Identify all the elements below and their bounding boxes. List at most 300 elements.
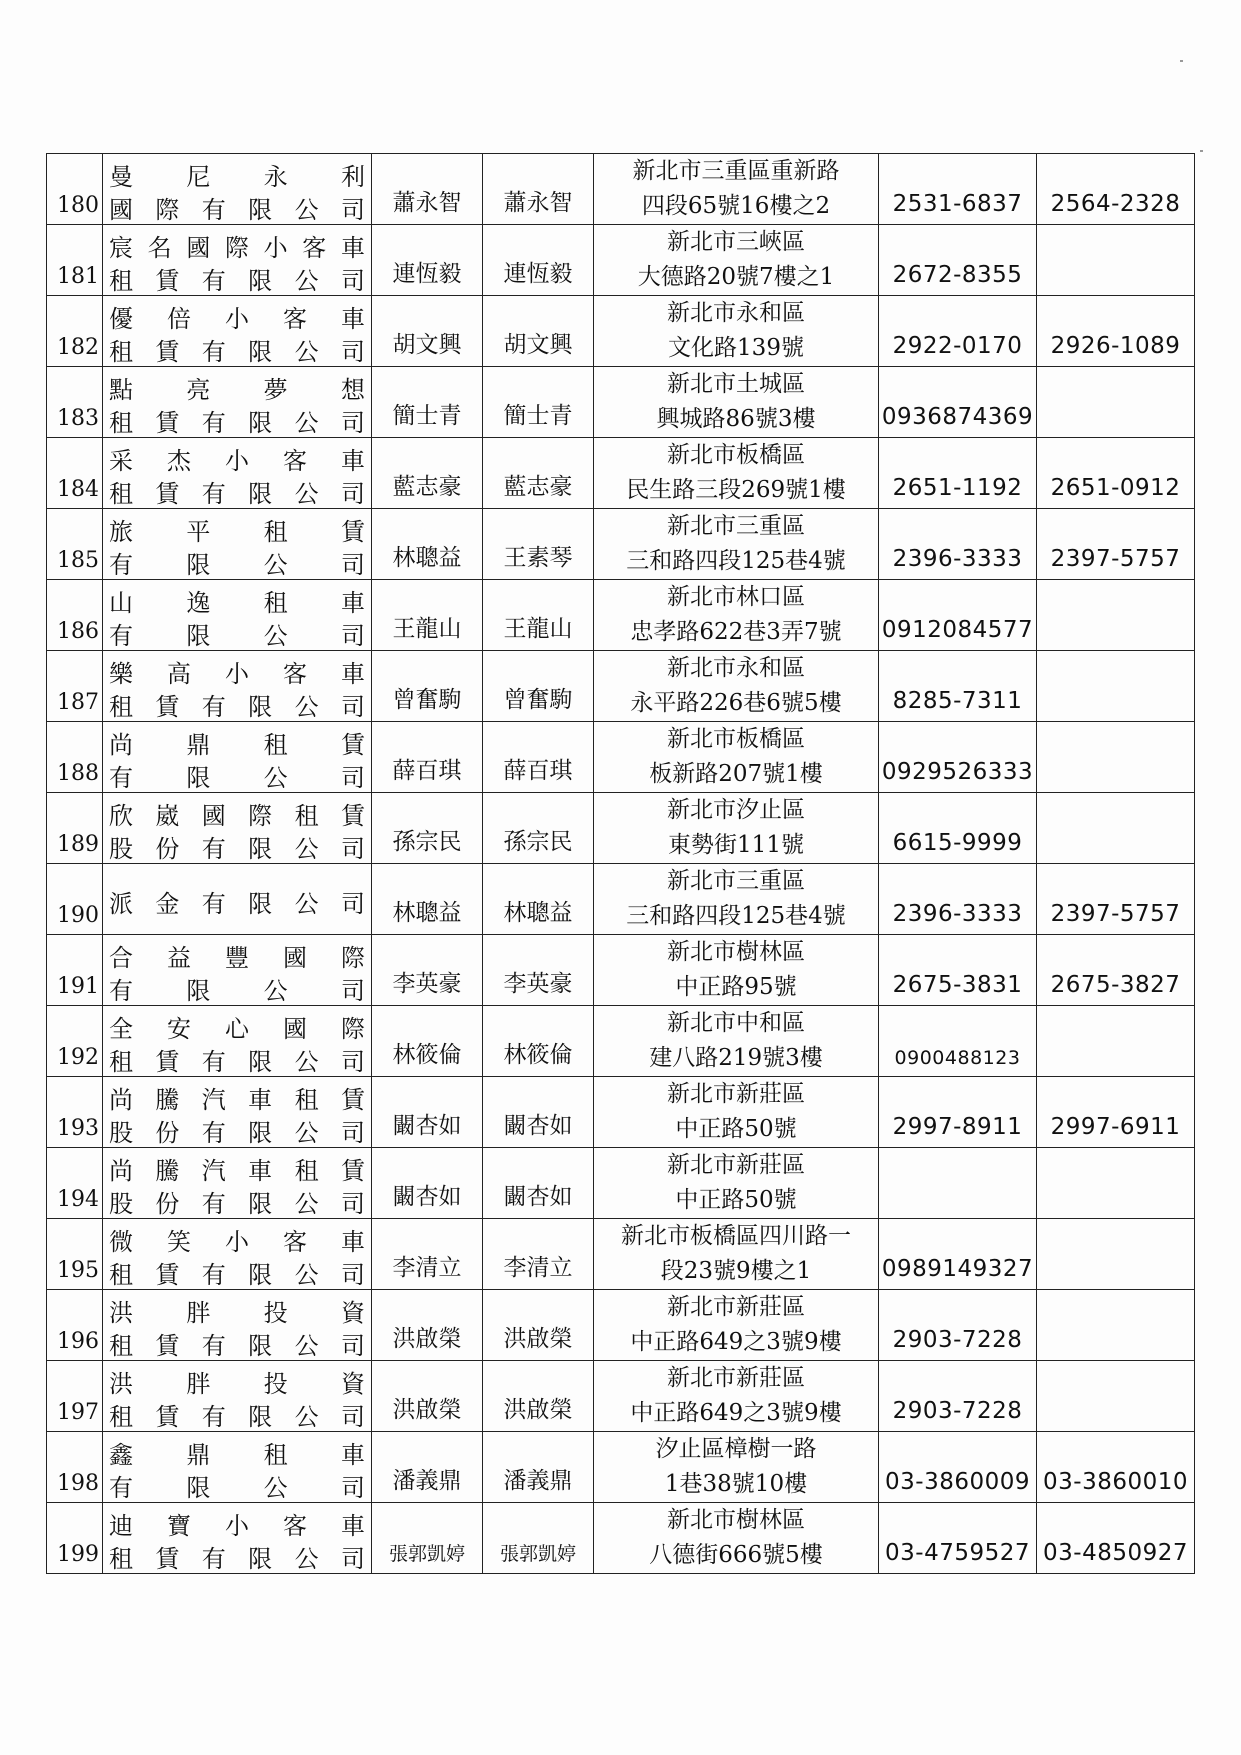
company-name-char: 租 (294, 802, 319, 830)
company-name-char: 有 (201, 835, 226, 863)
company-name-char: 旅 (109, 518, 133, 546)
scan-speck (1180, 60, 1183, 62)
company-name (103, 722, 372, 793)
company-name (103, 1006, 372, 1077)
company-name-char: 公 (294, 267, 319, 295)
company-name-char: 采 (109, 447, 133, 475)
company-name-char: 車 (341, 447, 365, 475)
table-row (47, 864, 1195, 935)
phone: 0989149327 (879, 1219, 1037, 1290)
company-name (103, 367, 372, 438)
company-name-char: 胖 (186, 1370, 211, 1398)
address-line: 民生路三段269號1樓 (626, 477, 846, 503)
company-name-char: 有 (109, 551, 133, 579)
row-number: 196 (47, 1290, 103, 1361)
row-number: 186 (47, 580, 103, 651)
company-name-line (109, 1327, 365, 1360)
representative: 林聰益 (372, 509, 483, 580)
address-line: 新北市三峽區 (667, 229, 805, 255)
table-row (47, 367, 1195, 438)
address-line: 新北市三重區 (667, 513, 805, 539)
company-name-char: 車 (340, 234, 365, 262)
company-name (103, 1290, 372, 1361)
company-name-char: 有 (109, 764, 133, 792)
phone: 2903-7228 (879, 1290, 1037, 1361)
manager: 李英豪 (483, 935, 594, 1006)
company-name-char: 逸 (186, 589, 211, 617)
company-name-char: 杰 (167, 447, 191, 475)
address-line: 新北市永和區 (667, 655, 805, 681)
company-name-line (109, 1152, 365, 1185)
company-name-char: 迪 (109, 1512, 133, 1540)
company-name-char: 公 (263, 551, 288, 579)
row-number: 192 (47, 1006, 103, 1077)
table-row (47, 793, 1195, 864)
company-name-char: 公 (294, 196, 319, 224)
manager: 孫宗民 (483, 793, 594, 864)
company-name-line (109, 546, 365, 579)
company-name-char: 司 (340, 409, 365, 437)
company-name-line (109, 371, 365, 404)
fax (1037, 1148, 1195, 1219)
row-number: 194 (47, 1148, 103, 1219)
phone: 2922-0170 (879, 296, 1037, 367)
address-line: 新北市新莊區 (667, 1152, 805, 1178)
company-name-line (109, 513, 365, 546)
representative: 連恆毅 (372, 225, 483, 296)
company-name-char: 司 (340, 1261, 365, 1289)
address-line: 中正路649之3號9樓 (630, 1329, 842, 1355)
company-name-line (109, 1114, 365, 1147)
company-name-char: 洪 (109, 1370, 133, 1398)
representative: 簡士青 (372, 367, 483, 438)
address (594, 1432, 879, 1503)
phone: 2675-3831 (879, 935, 1037, 1006)
company-name-char: 租 (109, 338, 133, 366)
company-name-line (109, 617, 365, 650)
fax: 2997-6911 (1037, 1077, 1195, 1148)
company-name-line (109, 939, 365, 972)
table-row (47, 296, 1195, 367)
company-name-char: 賃 (155, 1403, 180, 1431)
company-name-char: 公 (294, 1119, 319, 1147)
address (594, 296, 879, 367)
company-name-char: 合 (109, 944, 133, 972)
company-name-char: 租 (109, 267, 133, 295)
address-line: 新北市汐止區 (667, 797, 805, 823)
representative: 李清立 (372, 1219, 483, 1290)
address (594, 1006, 879, 1077)
row-number: 185 (47, 509, 103, 580)
address-line: 三和路四段125巷4號 (626, 548, 846, 574)
row-number: 188 (47, 722, 103, 793)
company-name-char: 限 (248, 1190, 273, 1218)
company-name-char: 賃 (340, 802, 365, 830)
company-name-char: 司 (340, 889, 365, 918)
manager: 林聰益 (483, 864, 594, 935)
address-line: 新北市新莊區 (667, 1365, 805, 1391)
address (594, 1290, 879, 1361)
manager: 洪啟榮 (483, 1290, 594, 1361)
representative: 薛百琪 (372, 722, 483, 793)
manager: 蕭永智 (483, 154, 594, 225)
company-name-char: 公 (294, 835, 319, 863)
company-name-char: 公 (294, 1403, 319, 1431)
address-line: 1巷38號10樓 (664, 1471, 808, 1497)
address-line: 中正路50號 (675, 1187, 797, 1213)
company-name-char: 公 (294, 409, 319, 437)
company-name-char: 投 (263, 1370, 288, 1398)
company-name-char: 有 (201, 267, 226, 295)
representative: 闞杏如 (372, 1148, 483, 1219)
company-name-char: 司 (340, 1119, 365, 1147)
fax: 2397-5757 (1037, 864, 1195, 935)
phone: 8285-7311 (879, 651, 1037, 722)
company-name-char: 豐 (225, 944, 249, 972)
company-name-char: 笑 (167, 1228, 191, 1256)
company-name-char: 賃 (155, 1332, 180, 1360)
company-name-char: 安 (167, 1015, 191, 1043)
row-number: 182 (47, 296, 103, 367)
company-name-char: 司 (340, 1545, 365, 1573)
phone: 0900488123 (879, 1006, 1037, 1077)
address-line: 汐止區樟樹一路 (655, 1436, 817, 1462)
company-name-char: 小 (225, 1228, 249, 1256)
company-name-char: 心 (225, 1015, 249, 1043)
company-name-char: 限 (248, 1048, 273, 1076)
company-name-char: 車 (341, 1228, 365, 1256)
address (594, 509, 879, 580)
company-name-char: 司 (340, 764, 365, 792)
address (594, 864, 879, 935)
row-number: 190 (47, 864, 103, 935)
company-name-char: 租 (109, 1332, 133, 1360)
row-number: 193 (47, 1077, 103, 1148)
company-name-char: 股 (109, 1190, 133, 1218)
company-name-line (109, 1365, 365, 1398)
address-line: 中正路95號 (675, 974, 797, 1000)
company-name-char: 客 (283, 660, 307, 688)
company-name-line (109, 1436, 365, 1469)
company-name-char: 司 (340, 551, 365, 579)
company-name-char: 股 (109, 1119, 133, 1147)
phone: 2672-8355 (879, 225, 1037, 296)
manager: 王龍山 (483, 580, 594, 651)
address-line: 新北市新莊區 (667, 1081, 805, 1107)
table-row (47, 1077, 1195, 1148)
address (594, 793, 879, 864)
company-name (103, 1219, 372, 1290)
address (594, 225, 879, 296)
row-number: 198 (47, 1432, 103, 1503)
company-name-char: 車 (341, 305, 365, 333)
company-registry-table (46, 153, 1195, 1574)
manager: 藍志豪 (483, 438, 594, 509)
company-name-char: 國 (109, 196, 133, 224)
fax: 2397-5757 (1037, 509, 1195, 580)
representative: 潘義鼎 (372, 1432, 483, 1503)
address-line: 新北市三重區 (667, 868, 805, 894)
company-name-char: 曼 (109, 163, 133, 191)
company-name-char: 際 (341, 944, 365, 972)
company-name-line (109, 1540, 365, 1573)
address (594, 367, 879, 438)
table-row (47, 1361, 1195, 1432)
company-name-char: 賃 (340, 1086, 365, 1114)
company-name-char: 司 (340, 622, 365, 650)
company-name (103, 580, 372, 651)
company-name-char: 際 (224, 234, 249, 262)
phone: 2651-1192 (879, 438, 1037, 509)
table-row (47, 1503, 1195, 1574)
manager: 闞杏如 (483, 1077, 594, 1148)
company-name (103, 935, 372, 1006)
company-name (103, 438, 372, 509)
table-row (47, 1432, 1195, 1503)
company-name-char: 公 (294, 1048, 319, 1076)
representative: 藍志豪 (372, 438, 483, 509)
phone: 03-4759527 (879, 1503, 1037, 1574)
company-name-char: 限 (248, 1261, 273, 1289)
row-number: 180 (47, 154, 103, 225)
company-name-char: 限 (248, 889, 273, 918)
company-name-char: 司 (340, 338, 365, 366)
company-name-line (109, 830, 365, 863)
company-name-line (109, 1081, 365, 1114)
address-line: 大德路20號7樓之1 (637, 264, 835, 290)
company-name-char: 公 (263, 977, 288, 1005)
company-name-char: 亮 (186, 376, 211, 404)
company-name-char: 租 (263, 731, 288, 759)
fax (1037, 367, 1195, 438)
company-name-line (109, 972, 365, 1005)
company-name (103, 1077, 372, 1148)
company-name-char: 公 (294, 480, 319, 508)
company-name-char: 司 (340, 1332, 365, 1360)
company-name-char: 有 (201, 1119, 226, 1147)
company-name-char: 份 (155, 1119, 180, 1147)
company-name-char: 公 (263, 1474, 288, 1502)
company-name-char: 利 (340, 163, 365, 191)
company-name (103, 509, 372, 580)
table-row (47, 935, 1195, 1006)
row-number: 181 (47, 225, 103, 296)
company-name-line (109, 404, 365, 437)
company-name-char: 限 (248, 1403, 273, 1431)
company-name-line (109, 262, 365, 295)
company-name-char: 租 (109, 1261, 133, 1289)
company-name-char: 司 (340, 693, 365, 721)
fax: 2675-3827 (1037, 935, 1195, 1006)
row-number: 191 (47, 935, 103, 1006)
representative: 洪啟榮 (372, 1361, 483, 1432)
company-name-char: 限 (248, 338, 273, 366)
address-line: 新北市永和區 (667, 300, 805, 326)
company-name-char: 尚 (109, 1086, 133, 1114)
company-name-char: 寶 (167, 1512, 191, 1540)
company-name-char: 鼎 (186, 731, 211, 759)
company-name-char: 限 (248, 693, 273, 721)
company-name-char: 車 (248, 1086, 273, 1114)
company-name-char: 客 (283, 447, 307, 475)
phone: 2997-8911 (879, 1077, 1037, 1148)
table-row (47, 509, 1195, 580)
company-name-char: 租 (294, 1157, 319, 1185)
company-name-char: 賃 (155, 1048, 180, 1076)
address-line: 新北市樹林區 (667, 1507, 805, 1533)
company-name-char: 際 (248, 802, 273, 830)
company-name-char: 限 (248, 267, 273, 295)
company-name-char: 騰 (155, 1086, 180, 1114)
table-row (47, 438, 1195, 509)
company-name-char: 限 (248, 1332, 273, 1360)
company-name-char: 份 (155, 835, 180, 863)
company-name-char: 資 (340, 1370, 365, 1398)
company-name-line (109, 726, 365, 759)
company-name-char: 限 (186, 764, 211, 792)
address-line: 新北市板橋區 (667, 442, 805, 468)
phone: 03-3860009 (879, 1432, 1037, 1503)
company-name-char: 賃 (155, 693, 180, 721)
company-name-char: 鑫 (109, 1441, 133, 1469)
company-name-char: 國 (283, 1015, 307, 1043)
row-number: 199 (47, 1503, 103, 1574)
company-name-char: 有 (201, 1332, 226, 1360)
address (594, 154, 879, 225)
company-name-char: 司 (340, 196, 365, 224)
company-name-char: 公 (294, 1545, 319, 1573)
company-name-char: 金 (155, 889, 180, 918)
company-name (103, 154, 372, 225)
company-name-char: 山 (109, 589, 133, 617)
company-name-char: 際 (155, 196, 180, 224)
company-name-char: 客 (302, 234, 327, 262)
company-name (103, 651, 372, 722)
company-name-char: 尚 (109, 1157, 133, 1185)
company-name-line (109, 759, 365, 792)
table-row (47, 1290, 1195, 1361)
company-name-char: 客 (283, 305, 307, 333)
representative: 蕭永智 (372, 154, 483, 225)
address (594, 1503, 879, 1574)
company-name-line (109, 1256, 365, 1289)
company-name-char: 車 (340, 1441, 365, 1469)
company-name-char: 有 (201, 196, 226, 224)
row-number: 197 (47, 1361, 103, 1432)
company-name-char: 公 (294, 1332, 319, 1360)
company-name-char: 資 (340, 1299, 365, 1327)
representative: 曾奮駒 (372, 651, 483, 722)
company-name-char: 限 (248, 835, 273, 863)
address-line: 三和路四段125巷4號 (626, 903, 846, 929)
address-line: 新北市板橋區 (667, 726, 805, 752)
manager: 連恆毅 (483, 225, 594, 296)
manager: 簡士青 (483, 367, 594, 438)
company-name (103, 864, 372, 935)
company-name-char: 租 (263, 518, 288, 546)
company-name-char: 限 (186, 977, 211, 1005)
company-name-char: 車 (341, 1512, 365, 1540)
phone: 2396-3333 (879, 864, 1037, 935)
company-name (103, 225, 372, 296)
address-line: 新北市樹林區 (667, 939, 805, 965)
phone: 2531-6837 (879, 154, 1037, 225)
address-line: 四段65號16樓之2 (641, 193, 831, 219)
company-name-char: 宸 (109, 234, 133, 262)
company-name-char: 小 (225, 447, 249, 475)
address-line: 中正路50號 (675, 1116, 797, 1142)
company-name-char: 有 (201, 1261, 226, 1289)
manager: 薛百琪 (483, 722, 594, 793)
manager: 曾奮駒 (483, 651, 594, 722)
phone: 0912084577 (879, 580, 1037, 651)
company-name-line (109, 797, 365, 830)
company-name-line (109, 868, 365, 934)
company-name-char: 賃 (155, 1545, 180, 1573)
fax (1037, 793, 1195, 864)
company-name-char: 限 (248, 1119, 273, 1147)
manager: 洪啟榮 (483, 1361, 594, 1432)
company-name-char: 公 (294, 338, 319, 366)
company-name-char: 想 (340, 376, 365, 404)
company-name-char: 客 (283, 1512, 307, 1540)
address-line: 新北市土城區 (667, 371, 805, 397)
company-name (103, 1148, 372, 1219)
manager: 王素琴 (483, 509, 594, 580)
company-name-char: 賃 (155, 480, 180, 508)
company-name-char: 倍 (167, 305, 191, 333)
address-line: 板新路207號1樓 (649, 761, 823, 787)
company-name-line (109, 655, 365, 688)
address-line: 新北市板橋區四川路一 (621, 1223, 851, 1249)
company-name-char: 有 (201, 1403, 226, 1431)
representative: 王龍山 (372, 580, 483, 651)
manager: 張郭凱婷 (483, 1503, 594, 1574)
fax: 03-3860010 (1037, 1432, 1195, 1503)
address-line: 新北市新莊區 (667, 1294, 805, 1320)
company-name-line (109, 475, 365, 508)
company-name-char: 公 (294, 889, 319, 918)
company-name-line (109, 1223, 365, 1256)
company-name-char: 永 (263, 163, 288, 191)
manager: 胡文興 (483, 296, 594, 367)
address-line: 段23號9樓之1 (660, 1258, 812, 1284)
phone: 2396-3333 (879, 509, 1037, 580)
representative: 林聰益 (372, 864, 483, 935)
company-name-line (109, 1398, 365, 1431)
company-name-char: 平 (186, 518, 211, 546)
address-line: 永平路226巷6號5樓 (630, 690, 842, 716)
company-name-char: 全 (109, 1015, 133, 1043)
company-name-char: 樂 (109, 660, 133, 688)
table-row (47, 1219, 1195, 1290)
company-name-char: 微 (109, 1228, 133, 1256)
address-line: 興城路86號3樓 (656, 406, 816, 432)
company-name-char: 有 (109, 622, 133, 650)
row-number: 184 (47, 438, 103, 509)
company-name-char: 租 (109, 1403, 133, 1431)
company-name-char: 夢 (263, 376, 288, 404)
address-line: 新北市中和區 (667, 1010, 805, 1036)
company-name-char: 公 (294, 1261, 319, 1289)
company-name-char: 司 (340, 480, 365, 508)
company-name-char: 司 (340, 1403, 365, 1431)
company-name-char: 高 (167, 660, 191, 688)
company-name-char: 賃 (340, 731, 365, 759)
company-name-char: 賃 (340, 518, 365, 546)
company-name (103, 296, 372, 367)
company-name-char: 汽 (201, 1086, 226, 1114)
